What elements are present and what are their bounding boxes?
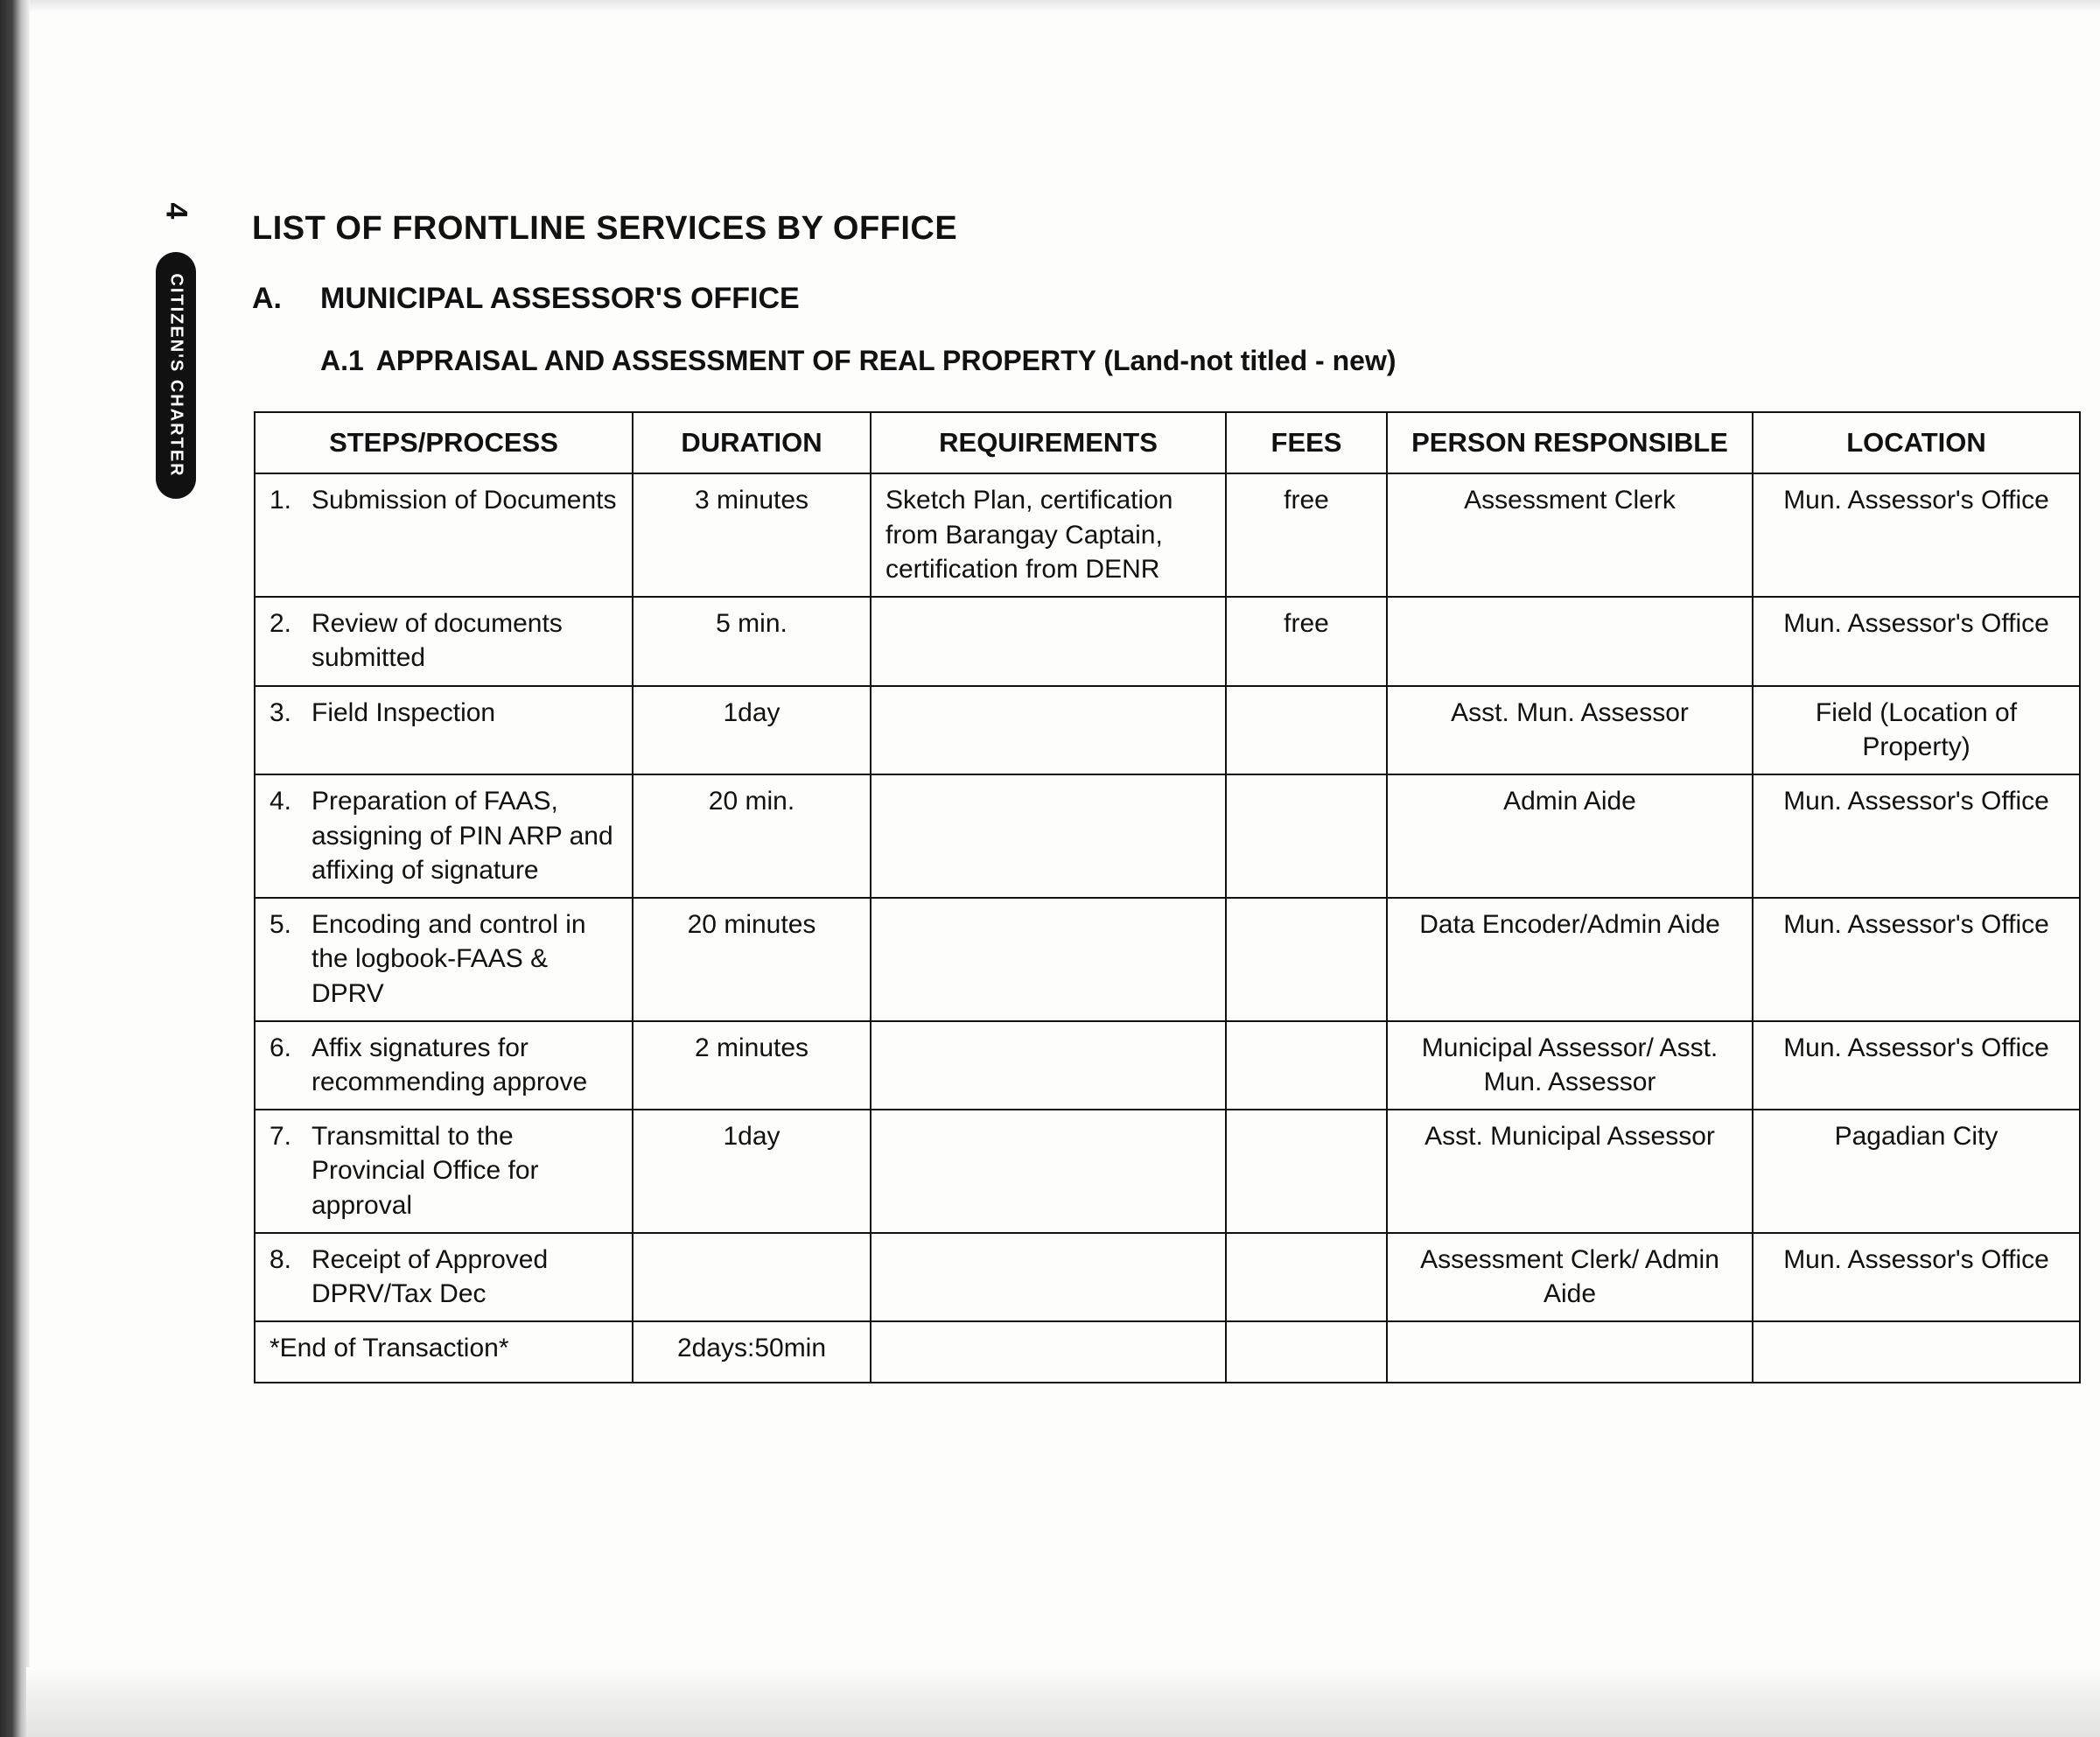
- page-bottom-edge: [26, 1667, 2100, 1737]
- subsection-label: APPRAISAL AND ASSESSMENT OF REAL PROPERTY (Land-not titled - new): [375, 345, 1396, 376]
- step-text: Transmittal to the Provincial Office for approval: [312, 1121, 539, 1220]
- duration-cell: 1day: [633, 1110, 871, 1233]
- location-cell: Mun. Assessor's Office: [1753, 1233, 2080, 1321]
- person-cell: Municipal Assessor/ Asst. Mun. Assessor: [1387, 1021, 1753, 1110]
- location-cell: Mun. Assessor's Office: [1753, 898, 2080, 1021]
- subsection-number: A.1: [320, 345, 364, 376]
- header-location: LOCATION: [1753, 412, 2080, 473]
- fees-cell: [1226, 898, 1387, 1021]
- fees-cell: [1226, 1021, 1387, 1110]
- step-cell: [255, 1110, 633, 1233]
- requirements-cell: [871, 1021, 1226, 1110]
- person-cell: Assessment Clerk: [1387, 473, 1753, 597]
- table-row: [255, 898, 2080, 1021]
- fees-cell: [1226, 1321, 1387, 1383]
- table-row: [255, 1021, 2080, 1110]
- step-cell: [255, 597, 633, 686]
- location-cell: [1753, 1321, 2080, 1383]
- step-cell: [255, 898, 633, 1021]
- person-cell: Asst. Municipal Assessor: [1387, 1110, 1753, 1233]
- step-text: Review of documents submitted: [312, 608, 563, 673]
- person-cell: Admin Aide: [1387, 774, 1753, 898]
- header-steps: STEPS/PROCESS: [255, 412, 633, 473]
- header-fees: FEES: [1226, 412, 1387, 473]
- services-table: [254, 411, 2081, 1383]
- table-row: [255, 1110, 2080, 1233]
- table-row: [255, 774, 2080, 898]
- step-cell: [255, 473, 633, 597]
- step-cell: [255, 1233, 633, 1321]
- fees-cell: [1226, 1110, 1387, 1233]
- header-person: PERSON RESPONSIBLE: [1387, 412, 1753, 473]
- duration-cell: 2 minutes: [633, 1021, 871, 1110]
- step-number: 4.: [270, 786, 292, 816]
- duration-cell: 5 min.: [633, 597, 871, 686]
- page-number: 4: [159, 202, 193, 220]
- header-requirements: REQUIREMENTS: [871, 412, 1226, 473]
- section-heading: [252, 282, 800, 316]
- table-row: [255, 1233, 2080, 1321]
- table-footer-row: [255, 1321, 2080, 1383]
- section-label: MUNICIPAL ASSESSOR'S OFFICE: [320, 282, 800, 315]
- location-cell: Mun. Assessor's Office: [1753, 473, 2080, 597]
- person-cell: [1387, 597, 1753, 686]
- requirements-cell: [871, 1110, 1226, 1233]
- step-cell: [255, 1021, 633, 1110]
- person-cell: [1387, 1321, 1753, 1383]
- binding-shadow: [0, 0, 30, 1737]
- requirements-cell: [871, 686, 1226, 774]
- location-cell: Mun. Assessor's Office: [1753, 774, 2080, 898]
- page-top-edge: [30, 0, 2100, 12]
- step-number: 7.: [270, 1121, 292, 1151]
- step-number: 8.: [270, 1244, 292, 1274]
- step-text: Affix signatures for recommending approve: [312, 1033, 588, 1097]
- person-cell: Asst. Mun. Assessor: [1387, 686, 1753, 774]
- location-cell: Mun. Assessor's Office: [1753, 597, 2080, 686]
- step-number: 3.: [270, 697, 292, 727]
- fees-cell: [1226, 1233, 1387, 1321]
- duration-cell: 3 minutes: [633, 473, 871, 597]
- step-cell: [255, 686, 633, 774]
- duration-cell: 20 min.: [633, 774, 871, 898]
- table-row: [255, 597, 2080, 686]
- requirements-cell: [871, 898, 1226, 1021]
- requirements-cell: Sketch Plan, certification from Barangay Captain, certification from DENR: [871, 473, 1226, 597]
- duration-cell: 20 minutes: [633, 898, 871, 1021]
- step-cell: [255, 774, 633, 898]
- step-text: Receipt of Approved DPRV/Tax Dec: [312, 1244, 549, 1309]
- step-text: Field Inspection: [312, 697, 496, 727]
- requirements-cell: [871, 597, 1226, 686]
- duration-cell: [633, 1233, 871, 1321]
- step-number: 1.: [270, 486, 292, 515]
- fees-cell: [1226, 686, 1387, 774]
- step-text: Encoding and control in the logbook-FAAS & DPRV: [312, 909, 586, 1008]
- person-cell: Assessment Clerk/ Admin Aide: [1387, 1233, 1753, 1321]
- step-number: 2.: [270, 608, 292, 638]
- section-letter: A.: [252, 282, 282, 315]
- document-title: LIST OF FRONTLINE SERVICES BY OFFICE: [252, 210, 958, 247]
- side-tab-label: CITIZEN'S CHARTER: [166, 273, 186, 478]
- subsection-heading: [320, 345, 1396, 377]
- person-cell: Data Encoder/Admin Aide: [1387, 898, 1753, 1021]
- requirements-cell: [871, 1233, 1226, 1321]
- fees-cell: [1226, 774, 1387, 898]
- step-number: 6.: [270, 1033, 292, 1062]
- table-row: [255, 473, 2080, 597]
- location-cell: Mun. Assessor's Office: [1753, 1021, 2080, 1110]
- step-number: 5.: [270, 909, 292, 939]
- end-of-transaction-label: *End of Transaction*: [255, 1321, 633, 1383]
- fees-cell: free: [1226, 473, 1387, 597]
- step-text: Submission of Documents: [312, 486, 617, 515]
- fees-cell: free: [1226, 597, 1387, 686]
- total-duration: 2days:50min: [633, 1321, 871, 1383]
- header-duration: DURATION: [633, 412, 871, 473]
- location-cell: Pagadian City: [1753, 1110, 2080, 1233]
- table-header-row: [255, 412, 2080, 473]
- table-row: [255, 686, 2080, 774]
- requirements-cell: [871, 774, 1226, 898]
- location-cell: Field (Location of Property): [1753, 686, 2080, 774]
- duration-cell: 1day: [633, 686, 871, 774]
- step-text: Preparation of FAAS, assigning of PIN ARP and affixing of signature: [312, 786, 613, 886]
- requirements-cell: [871, 1321, 1226, 1383]
